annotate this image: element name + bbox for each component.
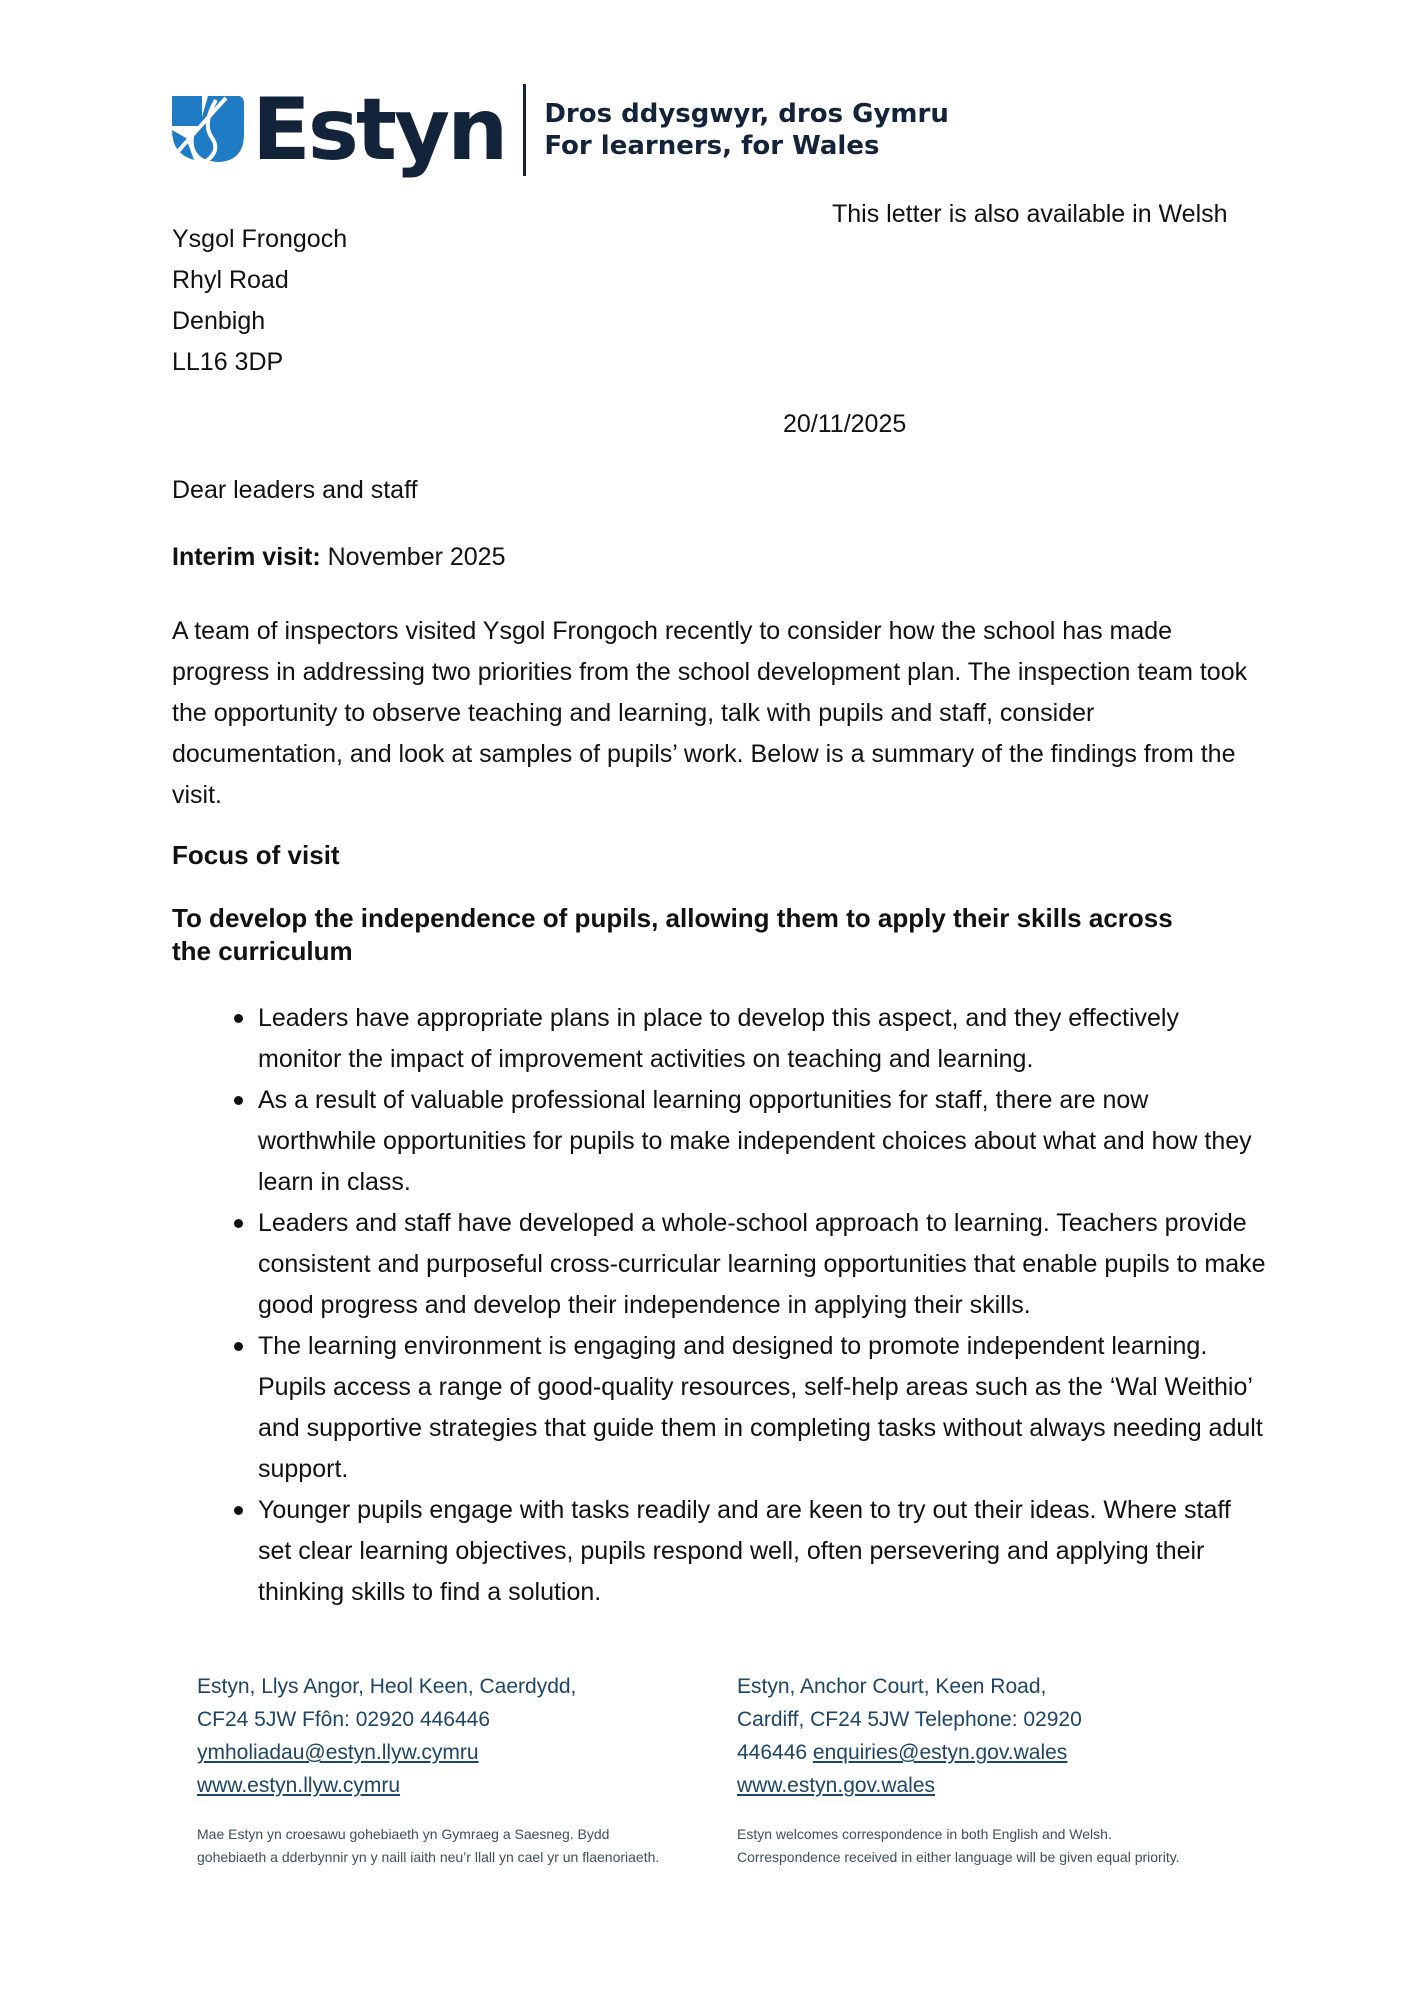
footer-website-link-welsh[interactable]: www.estyn.llyw.cymru: [197, 1774, 401, 1797]
footer-address-line: CF24 5JW Ffôn: 02920 446446: [197, 1708, 491, 1731]
bullet-icon: [234, 1219, 243, 1228]
bullet-icon: [234, 1506, 243, 1515]
list-item: The learning environment is engaging and designed to promote independent learning. Pupils access a range of good-quality resources, self-help areas such as the ‘Wal Weithio’ and supportive strategies that guide them in completing tasks without always needing adult support.: [228, 1326, 1268, 1490]
logo-tagline: [544, 98, 949, 162]
footer-welsh-contact: [197, 1670, 657, 1802]
address-line: Denbigh: [172, 307, 266, 335]
list-item: Leaders and staff have developed a whole-school approach to learning. Teachers provide consistent and purposeful cross-curricular learning opportunities that enable pupils to make good progress and develop their independence in applying their skills.: [228, 1203, 1268, 1326]
footer-address-line: Estyn, Anchor Court, Keen Road,: [737, 1675, 1047, 1698]
footer-english-contact: [737, 1670, 1177, 1802]
bullet-icon: [234, 1096, 243, 1105]
findings-list: [228, 998, 1268, 1613]
footer-website-link-english[interactable]: www.estyn.gov.wales: [737, 1774, 936, 1797]
footer-email-link-english[interactable]: enquiries@estyn.gov.wales: [812, 1741, 1068, 1764]
priority-heading: To develop the independence of pupils, allowing them to apply their skills across the curriculum: [172, 903, 1173, 966]
letter-date: 20/11/2025: [783, 410, 907, 438]
interim-visit-line: [172, 543, 505, 572]
logo-wordmark: Estyn: [252, 80, 506, 180]
tagline-welsh: Dros ddysgwyr, dros Gymru: [544, 99, 949, 129]
bullet-icon: [234, 1342, 243, 1351]
bullet-icon: [234, 1014, 243, 1023]
address-line: Ysgol Frongoch: [172, 225, 348, 253]
footer-note-welsh: Mae Estyn yn croesawu gohebiaeth yn Gymraeg a Saesneg. Bydd gohebiaeth a dderbynnir yn y naill iaith neu’r llall yn cael yr un flaenoriaeth.: [197, 1826, 660, 1865]
list-item: As a result of valuable professional learning opportunities for staff, there are now worthwhile opportunities for pupils to make independent choices about what and how they learn in class.: [228, 1080, 1268, 1203]
footer-phone-tail: 446446: [737, 1741, 813, 1764]
footer-email-link-welsh[interactable]: ymholiadau@estyn.llyw.cymru: [197, 1741, 479, 1764]
list-item: Leaders have appropriate plans in place to develop this aspect, and they effectively monitor the impact of improvement activities on teaching and learning.: [228, 998, 1268, 1080]
interim-visit-label: Interim visit:: [172, 543, 321, 571]
footer-address-line: Cardiff, CF24 5JW Telephone: 02920: [737, 1708, 1082, 1731]
list-item: Younger pupils engage with tasks readily and are keen to try out their ideas. Where staff set clear learning objectives, pupils respond well, often persevering and applying their thinking skills to find a solution.: [228, 1490, 1268, 1613]
salutation: Dear leaders and staff: [172, 476, 418, 504]
tagline-english: For learners, for Wales: [544, 131, 880, 161]
intro-paragraph: A team of inspectors visited Ysgol Frongoch recently to consider how the school has made progress in addressing two priorities from the school development plan. The inspection team took the opportunity to observe teaching and learning, talk with pupils and staff, consider documentation, and look at samples of pupils’ work. Below is a summary of the findings from the visit.: [172, 617, 1248, 809]
estyn-logo-icon: [172, 94, 244, 166]
interim-visit-value: November 2025: [320, 543, 506, 571]
estyn-logo: [172, 82, 949, 178]
address-line: Rhyl Road: [172, 266, 289, 294]
address-line: LL16 3DP: [172, 348, 284, 376]
welsh-availability-note: This letter is also available in Welsh: [832, 200, 1228, 228]
footer-address-line: Estyn, Llys Angor, Heol Keen, Caerdydd,: [197, 1675, 577, 1698]
recipient-address: [172, 219, 347, 383]
footer-note-english: Estyn welcomes correspondence in both English and Welsh. Correspondence received in either language will be given equal priority.: [737, 1826, 1180, 1865]
logo-divider: [523, 84, 526, 176]
focus-heading: Focus of visit: [172, 840, 340, 870]
